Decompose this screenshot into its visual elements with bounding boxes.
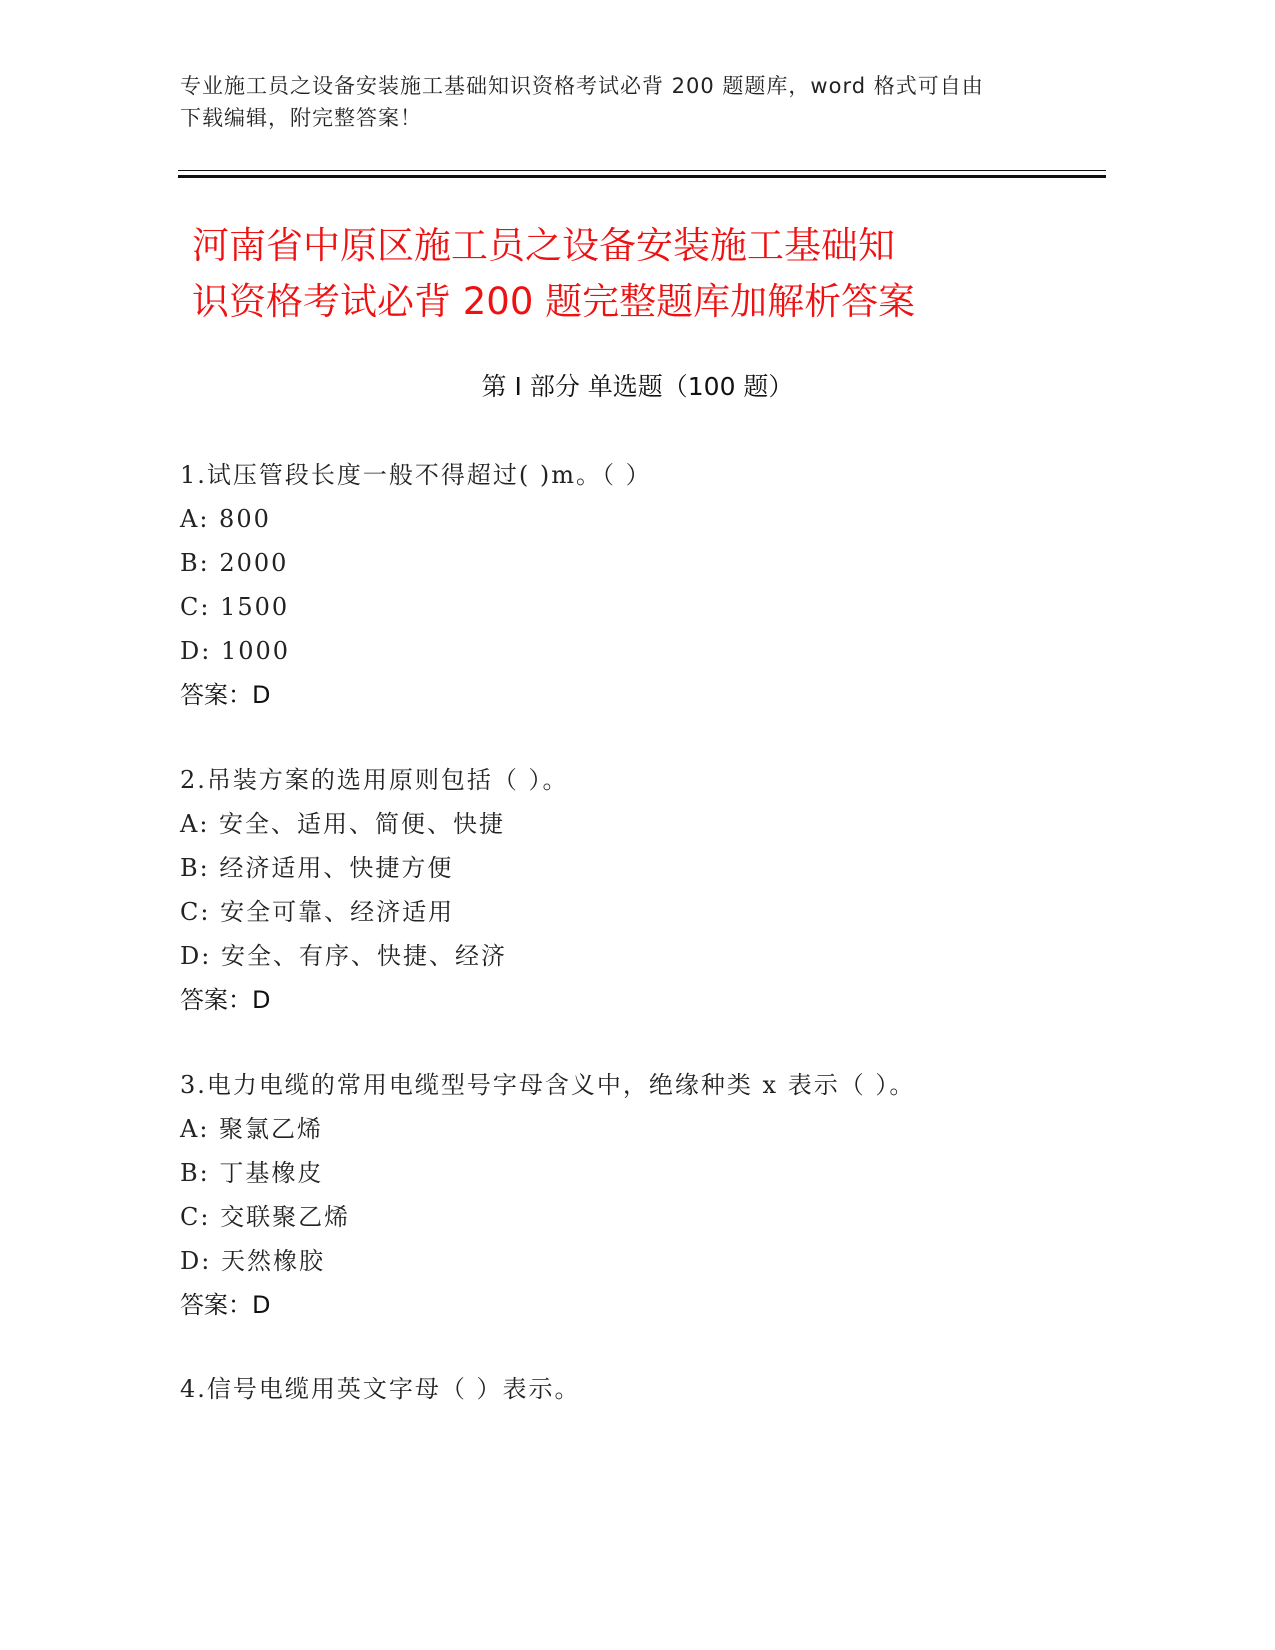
option-d: D: 天然橡胶	[180, 1247, 325, 1275]
option-b: B: 经济适用、快捷方便	[180, 854, 454, 882]
answer-label: 答案：D	[180, 1291, 271, 1319]
option-a: A: 800	[180, 505, 271, 533]
option-c: C: 1500	[180, 593, 290, 621]
option-c: C: 安全可靠、经济适用	[180, 898, 455, 926]
answer-label: 答案：D	[180, 681, 271, 709]
question-1	[180, 453, 1120, 717]
option-d: D: 安全、有序、快捷、经济	[180, 942, 507, 970]
question-4	[180, 1367, 1120, 1411]
header-rule-thick	[178, 175, 1106, 178]
header-note-line-1: 专业施工员之设备安装施工基础知识资格考试必背 200 题题库，word 格式可自由	[180, 74, 984, 98]
question-2	[180, 758, 1120, 1022]
answer-label: 答案：D	[180, 986, 271, 1014]
document-title	[192, 218, 1092, 330]
header-rule-thin	[178, 170, 1106, 171]
question-stem: 4.信号电缆用英文字母（ ）表示。	[180, 1375, 581, 1403]
header-note-line-2: 下载编辑，附完整答案！	[180, 106, 422, 130]
question-stem: 2.吊装方案的选用原则包括（ ）。	[180, 766, 569, 794]
option-b: B: 2000	[180, 549, 289, 577]
option-c: C: 交联聚乙烯	[180, 1203, 351, 1231]
question-3	[180, 1063, 1120, 1327]
option-a: A: 聚氯乙烯	[180, 1115, 324, 1143]
option-a: A: 安全、适用、简便、快捷	[180, 810, 506, 838]
option-b: B: 丁基橡皮	[180, 1159, 324, 1187]
document-title-line-1: 河南省中原区施工员之设备安装施工基础知	[192, 224, 895, 267]
document-title-line-2: 识资格考试必背 200 题完整题库加解析答案	[192, 280, 916, 323]
header-note	[180, 70, 1060, 134]
question-stem: 1.试压管段长度一般不得超过( )m。（ ）	[180, 461, 652, 489]
section-title: 第 I 部分 单选题（100 题）	[481, 372, 794, 401]
option-d: D: 1000	[180, 637, 291, 665]
question-stem: 3.电力电缆的常用电缆型号字母含义中，绝缘种类 x 表示（ ）。	[180, 1071, 916, 1099]
